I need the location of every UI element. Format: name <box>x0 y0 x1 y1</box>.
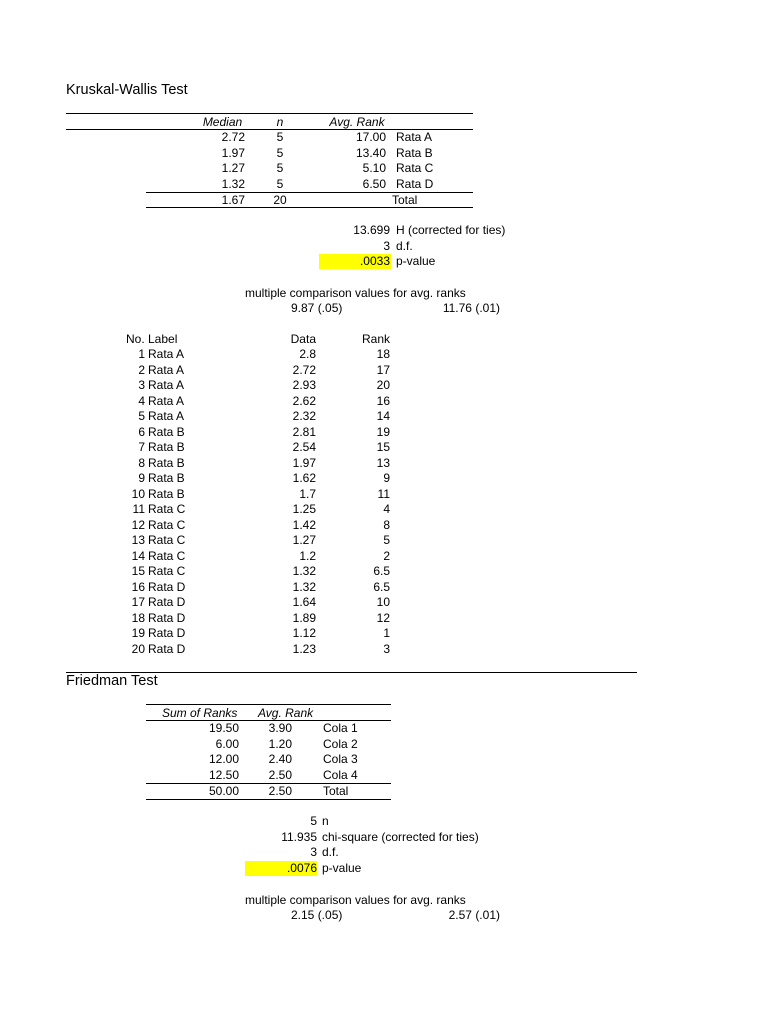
kruskal-stat-label: d.f. <box>396 238 413 253</box>
row-rank: 11 <box>377 486 390 501</box>
data-row <box>0 440 768 456</box>
group-avg-rank: 6.50 <box>362 176 386 191</box>
row-data: 2.93 <box>292 378 316 392</box>
row-label: Rata B <box>148 486 185 501</box>
group-avg-rank: 2.40 <box>268 752 292 766</box>
row-rank: 1 <box>383 626 390 640</box>
kruskal-stat-value: 3 <box>383 238 390 253</box>
row-data: 2.62 <box>292 393 316 408</box>
row-label: Rata A <box>148 378 185 392</box>
row-label: Rata B <box>148 471 185 485</box>
data-header-rank: Rank <box>361 332 390 346</box>
kruskal-stat-row <box>0 223 768 239</box>
group-n: 5 <box>276 130 284 144</box>
row-data: 1.7 <box>299 486 316 501</box>
row-rank: 4 <box>383 502 390 516</box>
data-header-no-label: No. Label <box>126 332 178 346</box>
friedman-stat-row <box>0 861 768 877</box>
row-label: Rata D <box>148 641 186 656</box>
friedman-stat-value: 11.935 <box>281 829 317 844</box>
row-number: 12 <box>131 517 145 532</box>
row-number: 13 <box>131 533 145 547</box>
data-row <box>0 409 768 425</box>
data-header-data: Data <box>290 332 316 346</box>
row-label: Rata B <box>148 440 185 454</box>
group-label: Rata C <box>396 161 434 175</box>
kruskal-stat-label: p-value <box>396 254 436 268</box>
group-label: Cola 1 <box>323 721 358 735</box>
group-avg-rank: 17.00 <box>355 130 386 144</box>
row-rank: 19 <box>376 424 390 439</box>
row-number: 1 <box>138 347 145 361</box>
friedman-mc-05: 2.15 (.05) <box>291 908 343 922</box>
data-row <box>0 487 768 503</box>
friedman-stat-label: chi-square (corrected for ties) <box>322 829 479 844</box>
row-label: Rata C <box>148 533 186 547</box>
kruskal-top-rule <box>66 113 473 114</box>
data-row <box>0 595 768 611</box>
group-median: 2.72 <box>221 130 245 144</box>
kruskal-stat-label: H (corrected for ties) <box>396 223 506 237</box>
group-sum-ranks: 19.50 <box>208 721 239 735</box>
row-rank: 15 <box>376 440 390 454</box>
row-number: 8 <box>138 455 145 470</box>
row-number: 15 <box>131 564 145 578</box>
group-sum-ranks: 12.50 <box>208 767 239 782</box>
row-rank: 20 <box>376 378 390 392</box>
data-row <box>0 363 768 379</box>
row-rank: 9 <box>383 471 390 485</box>
row-data: 1.62 <box>292 471 316 485</box>
row-rank: 12 <box>376 610 390 625</box>
row-label: Rata C <box>148 564 186 578</box>
data-row <box>0 456 768 472</box>
row-data: 1.97 <box>292 455 316 470</box>
row-number: 11 <box>132 502 145 516</box>
row-data: 1.12 <box>292 626 316 640</box>
friedman-stat-label: p-value <box>322 860 362 875</box>
kruskal-bottom-rule <box>146 207 473 208</box>
kruskal-title: Kruskal-Wallis Test <box>66 82 188 98</box>
kruskal-stat-value: 13.699 <box>353 223 390 237</box>
group-label: Cola 3 <box>323 752 358 766</box>
row-rank: 10 <box>376 595 390 609</box>
group-n: 5 <box>276 145 284 160</box>
row-data: 1.32 <box>292 564 316 578</box>
friedman-total-label: Total <box>323 784 349 798</box>
row-rank: 6.5 <box>373 579 390 594</box>
row-data: 2.54 <box>292 440 316 454</box>
data-row <box>0 533 768 549</box>
data-row <box>0 642 768 658</box>
row-rank: 13 <box>376 455 390 470</box>
row-number: 3 <box>138 378 145 392</box>
kruskal-mc-01: 11.76 (.01) <box>442 301 500 315</box>
row-number: 20 <box>131 641 145 656</box>
row-label: Rata D <box>148 595 186 609</box>
kruskal-header-n: n <box>276 115 284 129</box>
row-data: 1.2 <box>299 548 316 563</box>
data-row <box>0 580 768 596</box>
data-row <box>0 611 768 627</box>
row-rank: 2 <box>383 548 390 563</box>
kruskal-p-value: .0033 <box>319 254 391 269</box>
friedman-total-sum: 50.00 <box>208 784 239 798</box>
data-row <box>0 502 768 518</box>
friedman-stat-row <box>0 845 768 861</box>
friedman-stat-label: n <box>322 814 329 828</box>
row-number: 9 <box>138 471 145 485</box>
kruskal-header-avg-rank: Avg. Rank <box>329 115 385 129</box>
data-row <box>0 549 768 565</box>
group-avg-rank: 1.20 <box>268 736 292 751</box>
friedman-mc-title: multiple comparison values for avg. ranks <box>245 893 466 907</box>
group-label: Rata B <box>396 145 433 160</box>
friedman-group-row <box>0 737 768 753</box>
group-n: 5 <box>276 176 284 191</box>
friedman-stat-value: 3 <box>310 845 317 859</box>
friedman-group-row <box>0 752 768 768</box>
group-n: 5 <box>276 161 284 175</box>
row-data: 1.27 <box>292 533 316 547</box>
group-label: Cola 2 <box>323 736 358 751</box>
friedman-header-sum-ranks: Sum of Ranks <box>162 706 238 720</box>
row-label: Rata C <box>148 502 186 516</box>
kruskal-total-median: 1.67 <box>221 193 245 207</box>
group-median: 1.27 <box>221 161 245 175</box>
row-number: 4 <box>138 393 145 408</box>
kruskal-stat-row <box>0 254 768 270</box>
row-label: Rata D <box>148 579 186 594</box>
row-rank: 18 <box>376 347 390 361</box>
row-rank: 14 <box>376 409 390 423</box>
row-label: Rata A <box>148 362 185 377</box>
friedman-bottom-rule <box>146 799 391 800</box>
row-number: 7 <box>138 440 145 454</box>
row-number: 5 <box>138 409 145 423</box>
group-median: 1.97 <box>221 145 245 160</box>
group-label: Rata D <box>396 176 434 191</box>
group-median: 1.32 <box>221 176 245 191</box>
row-number: 14 <box>131 548 145 563</box>
data-row <box>0 378 768 394</box>
group-label: Cola 4 <box>323 767 358 782</box>
data-row <box>0 347 768 363</box>
kruskal-mc-title: multiple comparison values for avg. ranks <box>245 286 466 300</box>
friedman-header-avg-rank: Avg. Rank <box>258 706 314 720</box>
row-label: Rata C <box>148 517 186 532</box>
kruskal-mc-05: 9.87 (.05) <box>291 301 343 315</box>
row-rank: 16 <box>376 393 390 408</box>
group-avg-rank: 3.90 <box>268 721 292 735</box>
row-label: Rata A <box>148 347 185 361</box>
row-data: 2.8 <box>299 347 316 361</box>
friedman-total-avg: 2.50 <box>268 784 292 798</box>
data-row <box>0 425 768 441</box>
kruskal-group-row <box>0 177 768 193</box>
row-rank: 17 <box>376 362 390 377</box>
data-row <box>0 626 768 642</box>
friedman-p-value: .0076 <box>245 861 317 876</box>
row-number: 10 <box>131 486 145 501</box>
row-data: 1.89 <box>292 610 316 625</box>
row-label: Rata A <box>148 393 185 408</box>
row-number: 18 <box>131 610 145 625</box>
friedman-top-rule <box>146 704 391 705</box>
friedman-group-row <box>0 721 768 737</box>
row-number: 17 <box>131 595 145 609</box>
kruskal-header-median: Median <box>202 115 243 129</box>
kruskal-total-n: 20 <box>273 193 287 207</box>
row-number: 19 <box>131 626 145 640</box>
friedman-stat-label: d.f. <box>322 845 339 859</box>
kruskal-total-label: Total <box>392 193 418 207</box>
friedman-group-row <box>0 768 768 784</box>
row-data: 2.32 <box>292 409 316 423</box>
row-data: 1.25 <box>292 502 316 516</box>
group-sum-ranks: 12.00 <box>208 752 239 766</box>
row-data: 1.23 <box>292 641 316 656</box>
row-number: 6 <box>138 424 145 439</box>
row-data: 1.32 <box>292 579 316 594</box>
data-row <box>0 564 768 580</box>
friedman-stat-row <box>0 814 768 830</box>
data-row <box>0 394 768 410</box>
row-label: Rata C <box>148 548 186 563</box>
data-row <box>0 518 768 534</box>
row-label: Rata B <box>148 455 185 470</box>
row-data: 1.64 <box>292 595 316 609</box>
row-rank: 3 <box>383 641 390 656</box>
group-avg-rank: 5.10 <box>362 161 386 175</box>
row-label: Rata B <box>148 424 185 439</box>
row-number: 2 <box>138 362 145 377</box>
kruskal-group-row <box>0 161 768 177</box>
group-avg-rank: 2.50 <box>268 767 292 782</box>
group-avg-rank: 13.40 <box>355 145 386 160</box>
row-number: 16 <box>131 579 145 594</box>
friedman-stat-row <box>0 830 768 846</box>
row-label: Rata D <box>148 626 186 640</box>
friedman-stat-value: 5 <box>310 814 317 828</box>
row-data: 2.81 <box>292 424 316 439</box>
kruskal-group-row <box>0 146 768 162</box>
row-label: Rata D <box>148 610 186 625</box>
row-data: 2.72 <box>292 362 316 377</box>
friedman-mc-01: 2.57 (.01) <box>448 908 500 922</box>
friedman-title: Friedman Test <box>66 673 158 689</box>
row-rank: 5 <box>383 533 390 547</box>
row-rank: 6.5 <box>373 564 390 578</box>
row-rank: 8 <box>383 517 390 532</box>
group-sum-ranks: 6.00 <box>215 736 239 751</box>
row-label: Rata A <box>148 409 185 423</box>
kruskal-stat-row <box>0 239 768 255</box>
row-data: 1.42 <box>292 517 316 532</box>
data-row <box>0 471 768 487</box>
group-label: Rata A <box>396 130 433 144</box>
kruskal-group-row <box>0 130 768 146</box>
